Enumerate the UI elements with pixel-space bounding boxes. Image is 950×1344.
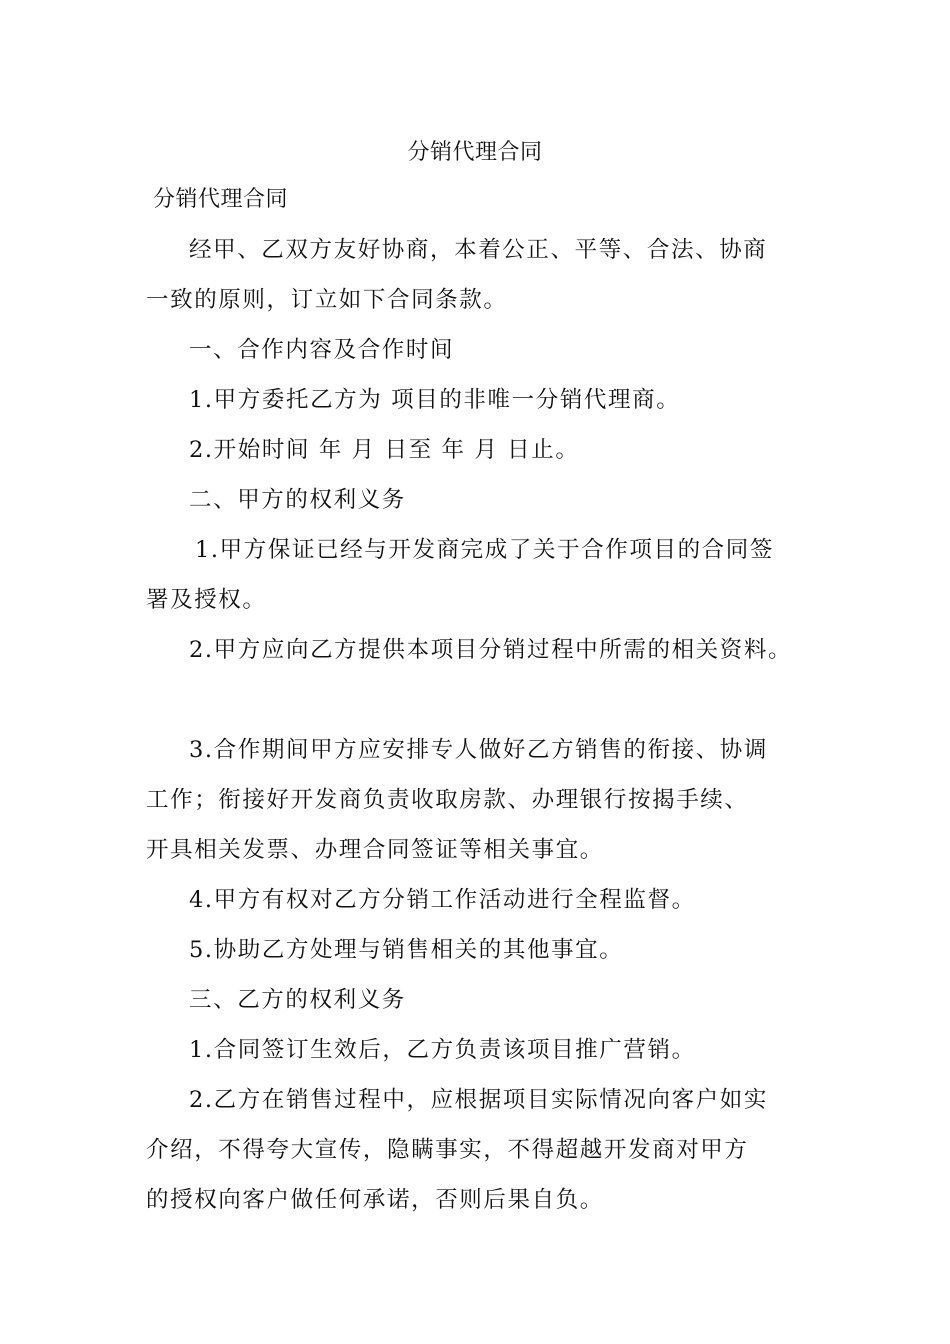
- section2-item3-line-3: 开具相关发票、办理合同签证等相关事宜。: [146, 837, 604, 863]
- section3-item2-line-1: 2.乙方在销售过程中，应根据项目实际情况向客户如实: [189, 1087, 768, 1113]
- section2-item3-line-2: 工作；衔接好开发商负责收取房款、办理银行按揭手续、: [146, 787, 749, 813]
- section3-item-1: 1.合同签订生效后，乙方负责该项目推广营销。: [189, 1037, 696, 1063]
- document-title: 分销代理合同: [407, 140, 543, 165]
- section3-item2-line-2: 介绍，不得夸大宣传，隐瞒事实，不得超越开发商对甲方: [146, 1137, 749, 1163]
- section2-item1-line-1: 1.甲方保证已经与开发商完成了关于合作项目的合同签: [195, 537, 774, 563]
- section1-item-2: 2.开始时间 年 月 日至 年 月 日止。: [189, 437, 580, 463]
- section2-heading: 二、甲方的权利义务: [189, 487, 406, 513]
- section3-heading: 三、乙方的权利义务: [189, 987, 406, 1013]
- intro-line-2: 一致的原则，订立如下合同条款。: [146, 287, 508, 313]
- section3-item2-line-3: 的授权向客户做任何承诺，否则后果自负。: [146, 1187, 604, 1213]
- section2-item-4: 4.甲方有权对乙方分销工作活动进行全程监督。: [189, 887, 696, 913]
- section2-item1-line-2: 署及授权。: [146, 587, 267, 613]
- section1-heading: 一、合作内容及合作时间: [189, 337, 455, 363]
- intro-line-1: 经甲、乙双方友好协商，本着公正、平等、合法、协商: [189, 237, 768, 263]
- section2-item-2: 2.甲方应向乙方提供本项目分销过程中所需的相关资料。: [189, 637, 793, 663]
- section2-item-5: 5.协助乙方处理与销售相关的其他事宜。: [189, 937, 624, 963]
- section1-item-1: 1.甲方委托乙方为 项目的非唯一分销代理商。: [189, 387, 681, 413]
- section2-item3-line-1: 3.合作期间甲方应安排专人做好乙方销售的衔接、协调: [189, 737, 768, 763]
- document-subtitle: 分销代理合同: [153, 187, 289, 212]
